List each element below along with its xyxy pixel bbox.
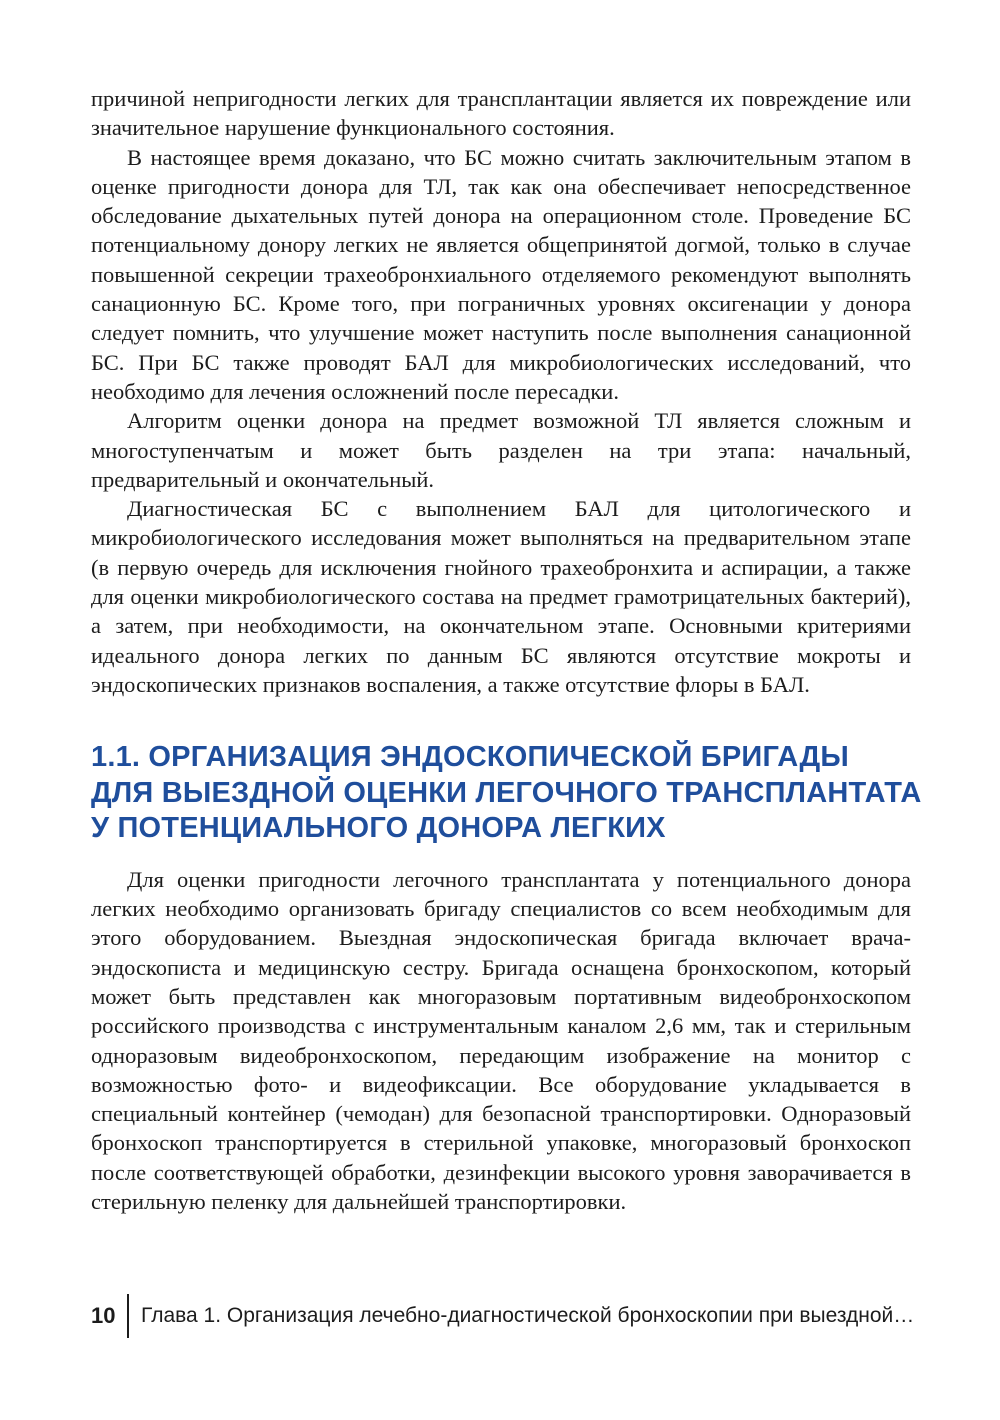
section-heading [91,740,922,847]
page-content [91,84,922,1216]
section-heading-line-1: 1.1. ОРГАНИЗАЦИЯ ЭНДОСКОПИЧЕСКОЙ БРИГАДЫ [91,741,849,774]
footer-divider [127,1294,129,1338]
running-title: Глава 1. Организация лечебно-диагностической бронхоскопии при выездной… [141,1304,915,1327]
paragraph-team-organization: Для оценки пригодности легочного трансплантата у потенциального донора легких необходимо организовать бригаду специалистов со всем необходимым для этого оборудованием. Выездная эндоскопическая бригада включает врача-эндоскописта и медицинскую сестру. Бригада оснащена бронхоскопом, который может быть представлен как многоразовым портативным видеобронхоскопом российского производства с инструментальным каналом 2,6 мм, так и стерильным одноразовым видеобронхоскопом, передающим изображение на монитор с возможностью фото- и видеофиксации. Все оборудование укладывается в специальный контейнер (чемодан) для безопасной транспортировки. Одноразовый бронхоскоп транспортируется в стерильной упаковке, многоразовый бронхоскоп после соответствующей обработки, дезинфекции высокого уровня заворачивается в стерильную пеленку для дальнейшей транспортировки. [91,866,911,1214]
section-heading-line-2: ДЛЯ ВЫЕЗДНОЙ ОЦЕНКИ ЛЕГОЧНОГО ТРАНСПЛАНТАТА [91,776,922,809]
paragraph-algorithm: Алгоритм оценки донора на предмет возможной ТЛ является сложным и многоступенчатым и может быть разделен на три этапа: начальный, предварительный и окончательный. [91,408,911,492]
paragraph-continuation: причиной непригодности легких для трансплантации является их повреждение или значительное нарушение функционального состояния. [91,86,911,141]
section-heading-line-3: У ПОТЕНЦИАЛЬНОГО ДОНОРА ЛЕГКИХ [91,812,666,845]
paragraph-bs-final-stage: В настоящее время доказано, что БС можно считать заключительным этапом в оценке пригодности донора для ТЛ, так как она обеспечивает непосредственное обследование дыхательных путей донора на операционном столе. Проведение БС потенциальному донору легких не является общепринятой догмой, только в случае повышенной секреции трахеобронхиального отделяемого рекомендуют выполнять санационную БС. Кроме того, при пограничных уровнях оксигенации у донора следует помнить, что улучшение может наступить после выполнения санационной БС. При БС также проводят БАЛ для микробиологических исследований, что необходимо для лечения осложнений после пересадки. [91,144,911,404]
paragraph-diagnostic-bs: Диагностическая БС с выполнением БАЛ для цитологического и микробиологического исследования может выполняться на предварительном этапе (в первую очередь для исключения гнойного трахеобронхита и аспирации, а также для оценки микробиологического состава на предмет грамотрицательных бактерий), а затем, при необходимости, на окончательном этапе. Основными критериями идеального донора легких по данным БС являются отсутствие мокроты и эндоскопических признаков воспаления, а также отсутствие флоры в БАЛ. [91,496,911,697]
page-footer [91,1294,951,1338]
page-number: 10 [91,1303,116,1328]
